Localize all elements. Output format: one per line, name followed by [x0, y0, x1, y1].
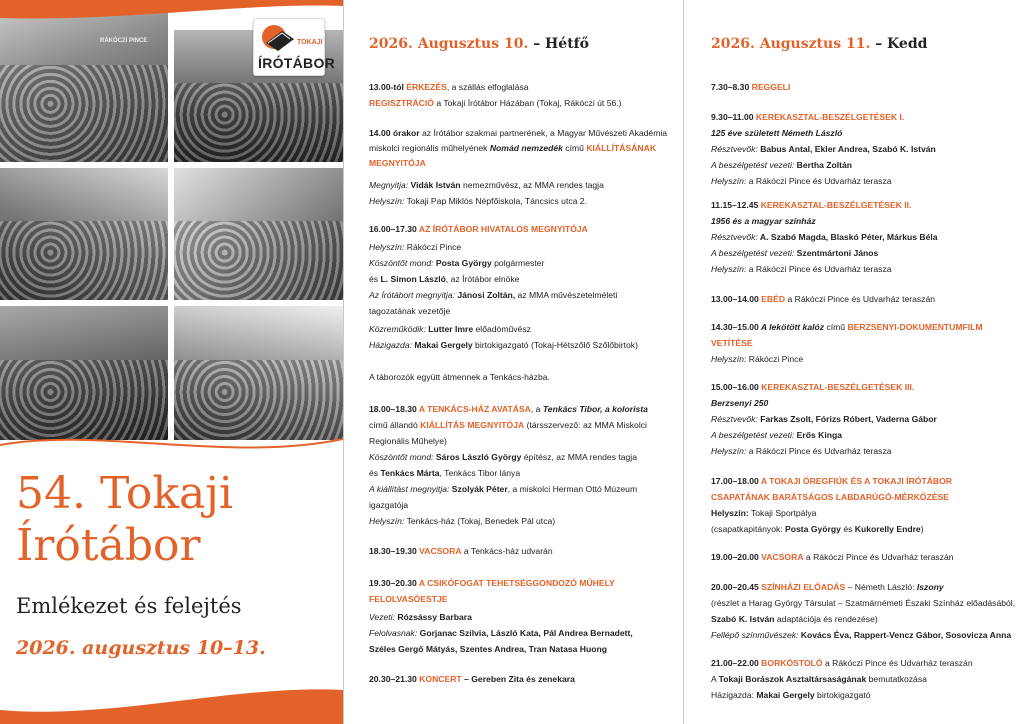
day2-line-8-part-1: 1956 és a magyar színház [711, 216, 816, 226]
day2-line-5-part-1: A beszélgetést vezeti: [711, 160, 795, 170]
day2-line-28-part-1: Szabó K. István [711, 614, 775, 624]
divider-right [683, 0, 684, 724]
day1-line-1-part-1: 13.00-tól [369, 82, 407, 92]
day1-line-13 [369, 304, 665, 318]
day2-line-32-part-3: birtokigazgató [814, 690, 871, 700]
day2-line-13 [711, 320, 1007, 334]
day1-line-1 [369, 80, 665, 94]
day1-line-11-part-2: L. Simon László [380, 274, 446, 284]
day2-line-14 [711, 336, 1007, 350]
day2-line-17 [711, 396, 1007, 410]
day2-line-32 [711, 688, 1007, 702]
day2-line-31-part-2: Tokaji Borászok Asztaltársaságának [718, 674, 867, 684]
day2-line-15-part-2: Rákóczi Pince [746, 354, 804, 364]
day1-line-1-part-3: , a szállás elfoglalása [446, 82, 529, 92]
day2-line-18 [711, 412, 1007, 426]
day1-line-10-part-2: Posta György [433, 258, 492, 268]
day2-line-26-part-1: 20.00–20.45 [711, 582, 759, 592]
day1-line-25-part-3: a Tenkács-ház udvarán [461, 546, 553, 556]
day-2-column [697, 0, 1017, 724]
book-icon [260, 23, 300, 53]
day1-line-5-part-1: MEGNYITÓJA [369, 158, 426, 168]
day1-line-19-part-1: Regionális Műhelye) [369, 436, 447, 446]
day2-line-6 [711, 174, 1007, 188]
day1-line-28-part-2: Rózsássy Barbara [394, 612, 472, 622]
day1-line-18-part-1: című állandó [369, 420, 421, 430]
day1-line-30-part-1: Széles Gergő Mátyás, Szentes Andrea, Tran Natasa Huong [369, 644, 607, 654]
day1-line-22-part-2: Szolyák Péter [449, 484, 508, 494]
day1-line-14 [369, 322, 665, 336]
day1-line-17-part-2: A TENKÁCS-HÁZ AVATÁSA [416, 404, 531, 414]
day1-line-27-part-1: FELOLVASÓESTJE [369, 594, 448, 604]
day2-line-22-part-1: CSAPATÁNAK BARÁTSÁGOS LABDARÚGÓ-MÉRKŐZÉSE [711, 492, 949, 502]
day2-line-10-part-1: A beszélgetést vezeti: [711, 248, 795, 258]
day2-line-24-part-3: és [840, 524, 855, 534]
day2-line-13-part-2: A lekötött kalóz [758, 322, 825, 332]
subtitle: Emlékezet és felejtés [16, 594, 242, 618]
day2-line-25-part-2: VACSORA [758, 552, 804, 562]
day2-line-2-part-2: KEREKASZTAL-BESZÉLGETÉSEK I. [753, 112, 905, 122]
day2-line-19 [711, 428, 1007, 442]
day-2-weekday: – Kedd [875, 36, 928, 52]
day1-line-12-part-2: Jánosi Zoltán, [454, 290, 516, 300]
cover-panel [0, 0, 343, 724]
day1-line-26-part-2: A CSIKÓFOGAT TEHETSÉGGONDOZÓ MŰHELY [416, 578, 615, 588]
day1-line-4 [369, 141, 665, 155]
day2-line-4-part-2: Babus Antal, Ekler Andrea, Szabó K. István [757, 144, 936, 154]
day1-line-6-part-2: Vidák István [408, 180, 461, 190]
day2-line-31-part-3: bemutatkozása [866, 674, 927, 684]
day2-line-18-part-1: Résztvevők: [711, 414, 758, 424]
day2-line-26-part-4: Iszony [916, 582, 944, 592]
day2-line-13-part-1: 14.30–15.00 [711, 322, 759, 332]
day2-line-6-part-2: a Rákóczi Pince és Udvarház terasza [746, 176, 892, 186]
day1-line-26 [369, 576, 665, 590]
day2-line-29-part-1: Fellépő színművészek: [711, 630, 799, 640]
title-line-2: Írótábor [16, 520, 201, 571]
day1-line-12-part-3: az MMA művészetelméleti [515, 290, 618, 300]
day-1-heading [369, 36, 589, 52]
day2-line-30-part-3: a Rákóczi Pince és Udvarház teraszán [822, 658, 973, 668]
day1-line-4-part-4: KIÁLLÍTÁSÁNAK [586, 143, 657, 153]
day1-line-7-part-2: Tokaji Pap Miklós Népfőiskola, Táncsics utca 2. [404, 196, 587, 206]
day2-line-30 [711, 656, 1007, 670]
day2-line-16-part-2: KEREKASZTAL-BESZÉLGETÉSEK III. [758, 382, 915, 392]
day1-line-29-part-2: Gorjanac Szilvia, László Kata, Pál Andrea Bernadett, [417, 628, 633, 638]
day1-line-19 [369, 434, 665, 448]
day1-line-3-part-1: 14.00 órakor [369, 128, 420, 138]
day1-line-17-part-3: , a [530, 404, 543, 414]
day1-line-2-part-1: REGISZTRÁCIÓ [369, 98, 434, 108]
day2-line-25-part-3: a Rákóczi Pince és Udvarház teraszán [803, 552, 954, 562]
day2-line-9 [711, 230, 1007, 244]
day1-line-20-part-2: Sáros László György [433, 452, 522, 462]
day2-line-2 [711, 110, 1007, 124]
day2-line-31-part-1: A [711, 674, 719, 684]
day2-line-19-part-2: Erős Kinga [794, 430, 843, 440]
day2-line-1-part-2: REGGELI [749, 82, 791, 92]
day1-line-10-part-1: Köszöntőt mond: [369, 258, 434, 268]
day2-line-15-part-1: Helyszín: [711, 354, 747, 364]
day2-line-26-part-3: – Németh László: [845, 582, 917, 592]
day1-line-21-part-1: és [369, 468, 381, 478]
day1-line-31 [369, 672, 665, 686]
day1-line-21 [369, 466, 665, 480]
day2-line-3 [711, 126, 1007, 140]
day1-line-15-part-1: Házigazda: [369, 340, 412, 350]
photo-dining-tables [0, 168, 168, 300]
day2-line-9-part-1: Résztvevők: [711, 232, 758, 242]
day1-line-1-part-2: ÉRKEZÉS [406, 82, 447, 92]
logo-irotabor: ÍRÓTÁBOR [258, 55, 336, 71]
day1-line-22-part-1: A kiállítást megnyitja: [369, 484, 450, 494]
day1-line-29-part-1: Felolvasnak: [369, 628, 418, 638]
day1-line-11-part-1: és [369, 274, 381, 284]
day2-line-21-part-1: 17.00–18.00 [711, 476, 759, 486]
day2-line-24-part-2: Posta György [785, 524, 841, 534]
photo-wave-divider [0, 425, 343, 465]
day1-line-28-part-1: Vezeti: [369, 612, 395, 622]
day1-line-24-part-1: Helyszín: [369, 516, 405, 526]
day1-line-22 [369, 482, 665, 496]
day2-line-25-part-1: 19.00–20.00 [711, 552, 759, 562]
day1-line-3 [369, 126, 668, 140]
day1-line-29 [369, 626, 665, 640]
day2-line-30-part-2: BORKÓSTOLÓ [758, 658, 823, 668]
day1-line-16 [369, 370, 665, 384]
photo-garden-crowd [174, 306, 343, 440]
day2-line-21-part-2: A TOKAJI ÖREGFIÚK ÉS A TOKAJI ÍRÓTÁBOR [758, 476, 953, 486]
day2-line-24 [711, 522, 1007, 536]
day1-line-20-part-1: Köszöntőt mond: [369, 452, 434, 462]
day-2-date: 2026. Augusztus 11. [711, 36, 871, 52]
day2-line-32-part-1: Házigazda: [711, 690, 754, 700]
day2-line-16 [711, 380, 1007, 394]
day2-line-1-part-1: 7.30–8.30 [711, 82, 750, 92]
day1-line-15-part-2: Makai Gergely [412, 340, 473, 350]
day1-line-23-part-1: igazgatója [369, 500, 409, 510]
day2-line-14-part-1: VETÍTÉSE [711, 338, 753, 348]
day2-line-20-part-1: Helyszín: [711, 446, 747, 456]
day1-line-16-part-1: A táborozók együtt átmennek a Tenkács-házba. [369, 372, 550, 382]
day2-line-26-part-2: SZÍNHÁZI ELŐADÁS [758, 582, 846, 592]
day1-line-21-part-3: , Tenkács Tibor lánya [439, 468, 521, 478]
day2-line-27-part-1: (részlet a Harag György Társulat – Szatmárnémeti Északi Színház előadásából, [711, 598, 1016, 608]
day2-line-12-part-1: 13.00–14.00 [711, 294, 759, 304]
day1-line-3-part-2: az Írótábor szakmai partnerének, a Magyar Művészeti Akadémia [419, 128, 668, 138]
day1-line-9 [369, 240, 665, 254]
day1-line-11-part-3: , az Írótábor elnöke [445, 274, 520, 284]
day2-line-3-part-1: 125 éve született Németh László [711, 128, 843, 138]
day1-line-4-part-2: Nomád nemzedék [489, 143, 563, 153]
day1-line-21-part-2: Tenkács Márta [380, 468, 440, 478]
day1-line-22-part-3: , a miskolci Herman Ottó Múzeum [507, 484, 638, 494]
day1-line-24-part-2: Tenkács-ház (Tokaj, Benedek Pál utca) [404, 516, 556, 526]
day1-line-18-part-2: KIÁLLÍTÁS MEGNYITÓJA [420, 420, 525, 430]
day2-line-12-part-2: EBÉD [758, 294, 786, 304]
day1-line-25-part-2: VACSORA [416, 546, 462, 556]
day1-line-9-part-1: Helyszín: [369, 242, 405, 252]
day1-line-26-part-1: 19.30–20.30 [369, 578, 417, 588]
day2-line-22 [711, 490, 1007, 504]
day-1-date: 2026. Augusztus 10. [369, 36, 529, 52]
day1-line-18-part-3: (társszervező: az MMA Miskolci [524, 420, 647, 430]
day2-line-30-part-1: 21.00–22.00 [711, 658, 759, 668]
day1-line-20 [369, 450, 665, 464]
day2-line-5-part-2: Bertha Zoltán [794, 160, 853, 170]
day2-line-7 [711, 198, 1007, 212]
day1-line-6-part-1: Megnyitja: [369, 180, 409, 190]
day2-line-12 [711, 292, 1007, 306]
day1-line-31-part-3: – Gereben Zita és zenekara [461, 674, 575, 684]
irotabor-logo [253, 18, 336, 76]
day2-line-28 [711, 612, 1007, 626]
day2-line-9-part-2: A. Szabó Magda, Blaskó Péter, Márkus Béla [757, 232, 938, 242]
day2-line-15 [711, 352, 1007, 366]
day1-line-5 [369, 156, 665, 170]
day1-line-8-part-2: AZ ÍRÓTÁBOR HIVATALOS MEGNYITÓJA [416, 224, 588, 234]
day1-line-25-part-1: 18.30–19.30 [369, 546, 417, 556]
day1-line-8-part-1: 16.00–17.30 [369, 224, 417, 234]
day1-line-11 [369, 272, 665, 286]
day-2-heading [711, 36, 927, 52]
photo-outdoor-gathering [0, 306, 168, 440]
day2-line-19-part-1: A beszélgetést vezeti: [711, 430, 795, 440]
day2-line-8 [711, 214, 1007, 228]
day2-line-11-part-1: Helyszín: [711, 264, 747, 274]
day2-line-18-part-2: Farkas Zsolt, Fórizs Róbert, Vaderna Gábor [757, 414, 937, 424]
day2-line-7-part-1: 11.15–12.45 [711, 200, 759, 210]
day1-line-28 [369, 610, 665, 624]
day2-line-31 [711, 672, 1007, 686]
day1-line-7 [369, 194, 665, 208]
title-line-1: 54. Tokaji [16, 468, 233, 519]
day2-line-24-part-5: ) [920, 524, 924, 534]
day1-line-14-part-3: előadóművész [473, 324, 531, 334]
day2-line-5 [711, 158, 1007, 172]
day1-line-31-part-2: KONCERT [416, 674, 462, 684]
photo-sign: RÁKÓCZI PINCE [100, 38, 148, 44]
day2-line-29-part-2: Kovács Éva, Rappert-Vencz Gábor, Sosovicza Anna [798, 630, 1012, 640]
day1-line-15-part-3: birtokigazgató (Tokaj-Hétszőlő Szőlőbirtok) [472, 340, 638, 350]
day2-line-2-part-1: 9.30–11.00 [711, 112, 754, 122]
day2-line-16-part-1: 15.00–16.00 [711, 382, 759, 392]
day1-line-2-part-2: a Tokaji Írótábor Házában (Tokaj, Rákóczi út 56.) [433, 98, 622, 108]
day2-line-27 [711, 596, 1016, 610]
day1-line-24 [369, 514, 665, 528]
day2-line-20 [711, 444, 1007, 458]
day1-line-14-part-2: Lutter Imre [425, 324, 474, 334]
day2-line-4 [711, 142, 1007, 156]
day2-line-23-part-1: Helyszín: [711, 508, 749, 518]
day2-line-25 [711, 550, 1007, 564]
day2-line-11 [711, 262, 1007, 276]
day2-line-23-part-2: Tokaji Sportpálya [748, 508, 817, 518]
day1-line-2 [369, 96, 665, 110]
day1-line-12 [369, 288, 665, 302]
bottom-orange-wave [0, 680, 343, 724]
day1-line-6 [369, 178, 665, 192]
day1-line-7-part-1: Helyszín: [369, 196, 405, 206]
day2-line-28-part-2: adaptációja és rendezése) [774, 614, 878, 624]
day1-line-17 [369, 402, 665, 416]
day1-line-31-part-1: 20.30–21.30 [369, 674, 417, 684]
day1-line-18 [369, 418, 665, 432]
day2-line-10 [711, 246, 1007, 260]
day2-line-24-part-1: (csapatkapitányok: [711, 524, 786, 534]
day2-line-17-part-1: Berzsenyi 250 [711, 398, 769, 408]
day2-line-1 [711, 80, 1007, 94]
logo-tokaji: TOKAJI [297, 39, 323, 46]
day1-line-17-part-4: Tenkács Tibor, a kolorista [542, 404, 648, 414]
day2-line-4-part-1: Résztvevők: [711, 144, 758, 154]
day1-line-4-part-3: című [562, 143, 587, 153]
day2-line-29 [711, 628, 1012, 642]
day1-line-17-part-1: 18.00–18.30 [369, 404, 417, 414]
day2-line-21 [711, 474, 1007, 488]
day1-line-15 [369, 338, 665, 352]
day1-line-23 [369, 498, 665, 512]
day1-line-27 [369, 592, 665, 606]
day1-line-10 [369, 256, 665, 270]
day1-line-4-part-1: miskolci regionális műhelyének [369, 143, 490, 153]
day2-line-26 [711, 580, 1007, 594]
day1-line-8 [369, 222, 665, 236]
day-1-column [355, 0, 675, 724]
day1-line-9-part-2: Rákóczi Pince [404, 242, 462, 252]
day1-line-10-part-3: polgármester [491, 258, 545, 268]
day2-line-13-part-3: című [824, 322, 848, 332]
day2-line-20-part-2: a Rákóczi Pince és Udvarház terasza [746, 446, 892, 456]
day1-line-30 [369, 642, 665, 656]
day1-line-25 [369, 544, 665, 558]
day1-line-12-part-1: Az Írótábort megnyitja: [369, 290, 455, 300]
day-1-weekday: – Hétfő [533, 36, 590, 52]
day2-line-7-part-2: KEREKASZTAL-BESZÉLGETÉSEK II. [758, 200, 912, 210]
day2-line-23 [711, 506, 1007, 520]
day2-line-12-part-3: a Rákóczi Pince és Udvarház teraszán [785, 294, 936, 304]
day2-line-6-part-1: Helyszín: [711, 176, 747, 186]
day2-line-24-part-4: Kukorelly Endre [854, 524, 921, 534]
day2-line-13-part-4: BERZSENYI-DOKUMENTUMFILM [847, 322, 983, 332]
photo-dinner-crowd [174, 168, 343, 300]
day2-line-11-part-2: a Rákóczi Pince és Udvarház terasza [746, 264, 892, 274]
day2-line-32-part-2: Makai Gergely [754, 690, 815, 700]
day2-line-10-part-2: Szentmártoni János [794, 248, 879, 258]
festival-dates: 2026. augusztus 10–13. [16, 637, 266, 659]
day1-line-13-part-1: tagozatának vezetője [369, 306, 451, 316]
day1-line-6-part-3: nemezművész, az MMA rendes tagja [460, 180, 604, 190]
day1-line-14-part-1: Közreműködik: [369, 324, 426, 334]
day1-line-20-part-3: építész, az MMA rendes tagja [521, 452, 637, 462]
divider-left [343, 0, 344, 724]
